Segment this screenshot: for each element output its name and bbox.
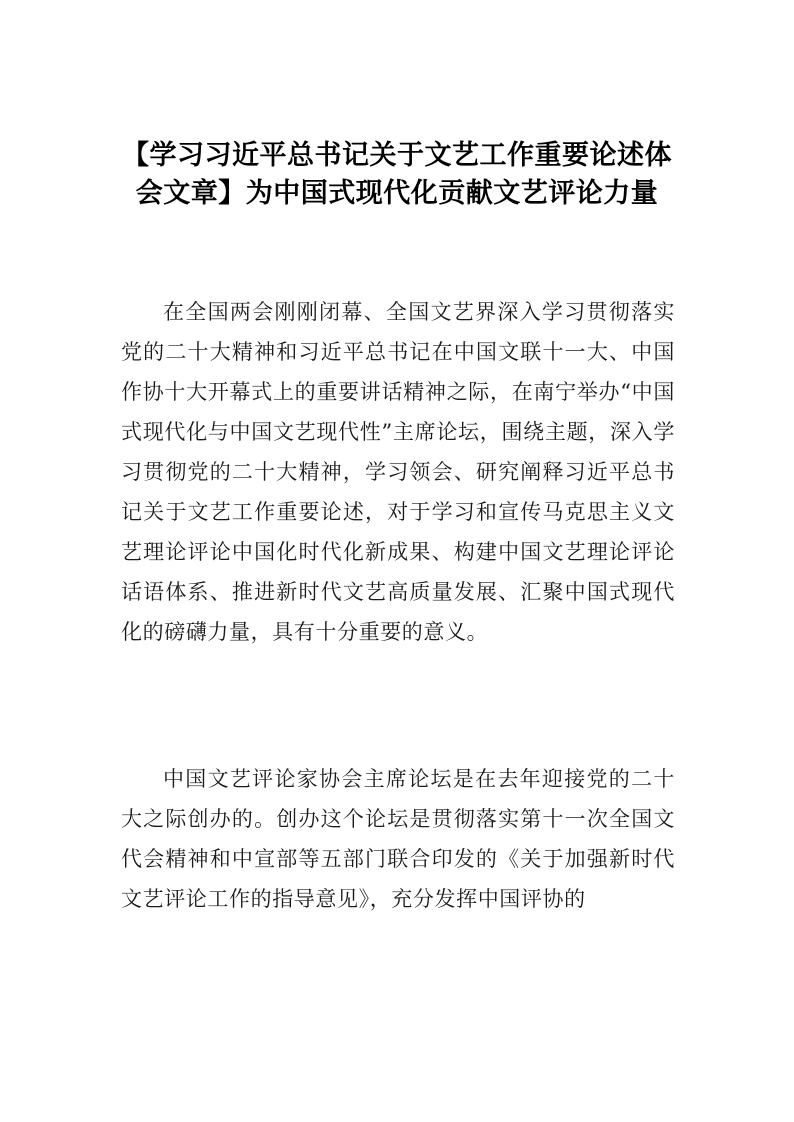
document-title: 【学习习近平总书记关于文艺工作重要论述体会文章】为中国式现代化贡献文艺评论力量 — [122, 140, 672, 209]
body-paragraph-2: 中国文艺评论家协会主席论坛是在去年迎接党的二十大之际创办的。创办这个论坛是贯彻落实第十一次全国文代会精神和中宣部等五部门联合印发的《关于加强新时代文艺评论工作的指导意见》，充分发挥中国评协的 — [121, 767, 675, 911]
body-paragraph-1: 在全国两会刚刚闭幕、全国文艺界深入学习贯彻落实党的二十大精神和习近平总书记在中国文联十一大、中国作协十大开幕式上的重要讲话精神之际，在南宁举办“中国式现代化与中国文艺现代性”主席论坛，围绕主题，深入学习贯彻党的二十大精神，学习领会、研究阐释习近平总书记关于文艺工作重要论述，对于学习和宣传马克思主义文艺理论评论中国化时代化新成果、构建中国文艺理论评论话语体系、推进新时代文艺高质量发展、汇聚中国式现代化的磅礴力量，具有十分重要的意义。 — [121, 300, 675, 644]
